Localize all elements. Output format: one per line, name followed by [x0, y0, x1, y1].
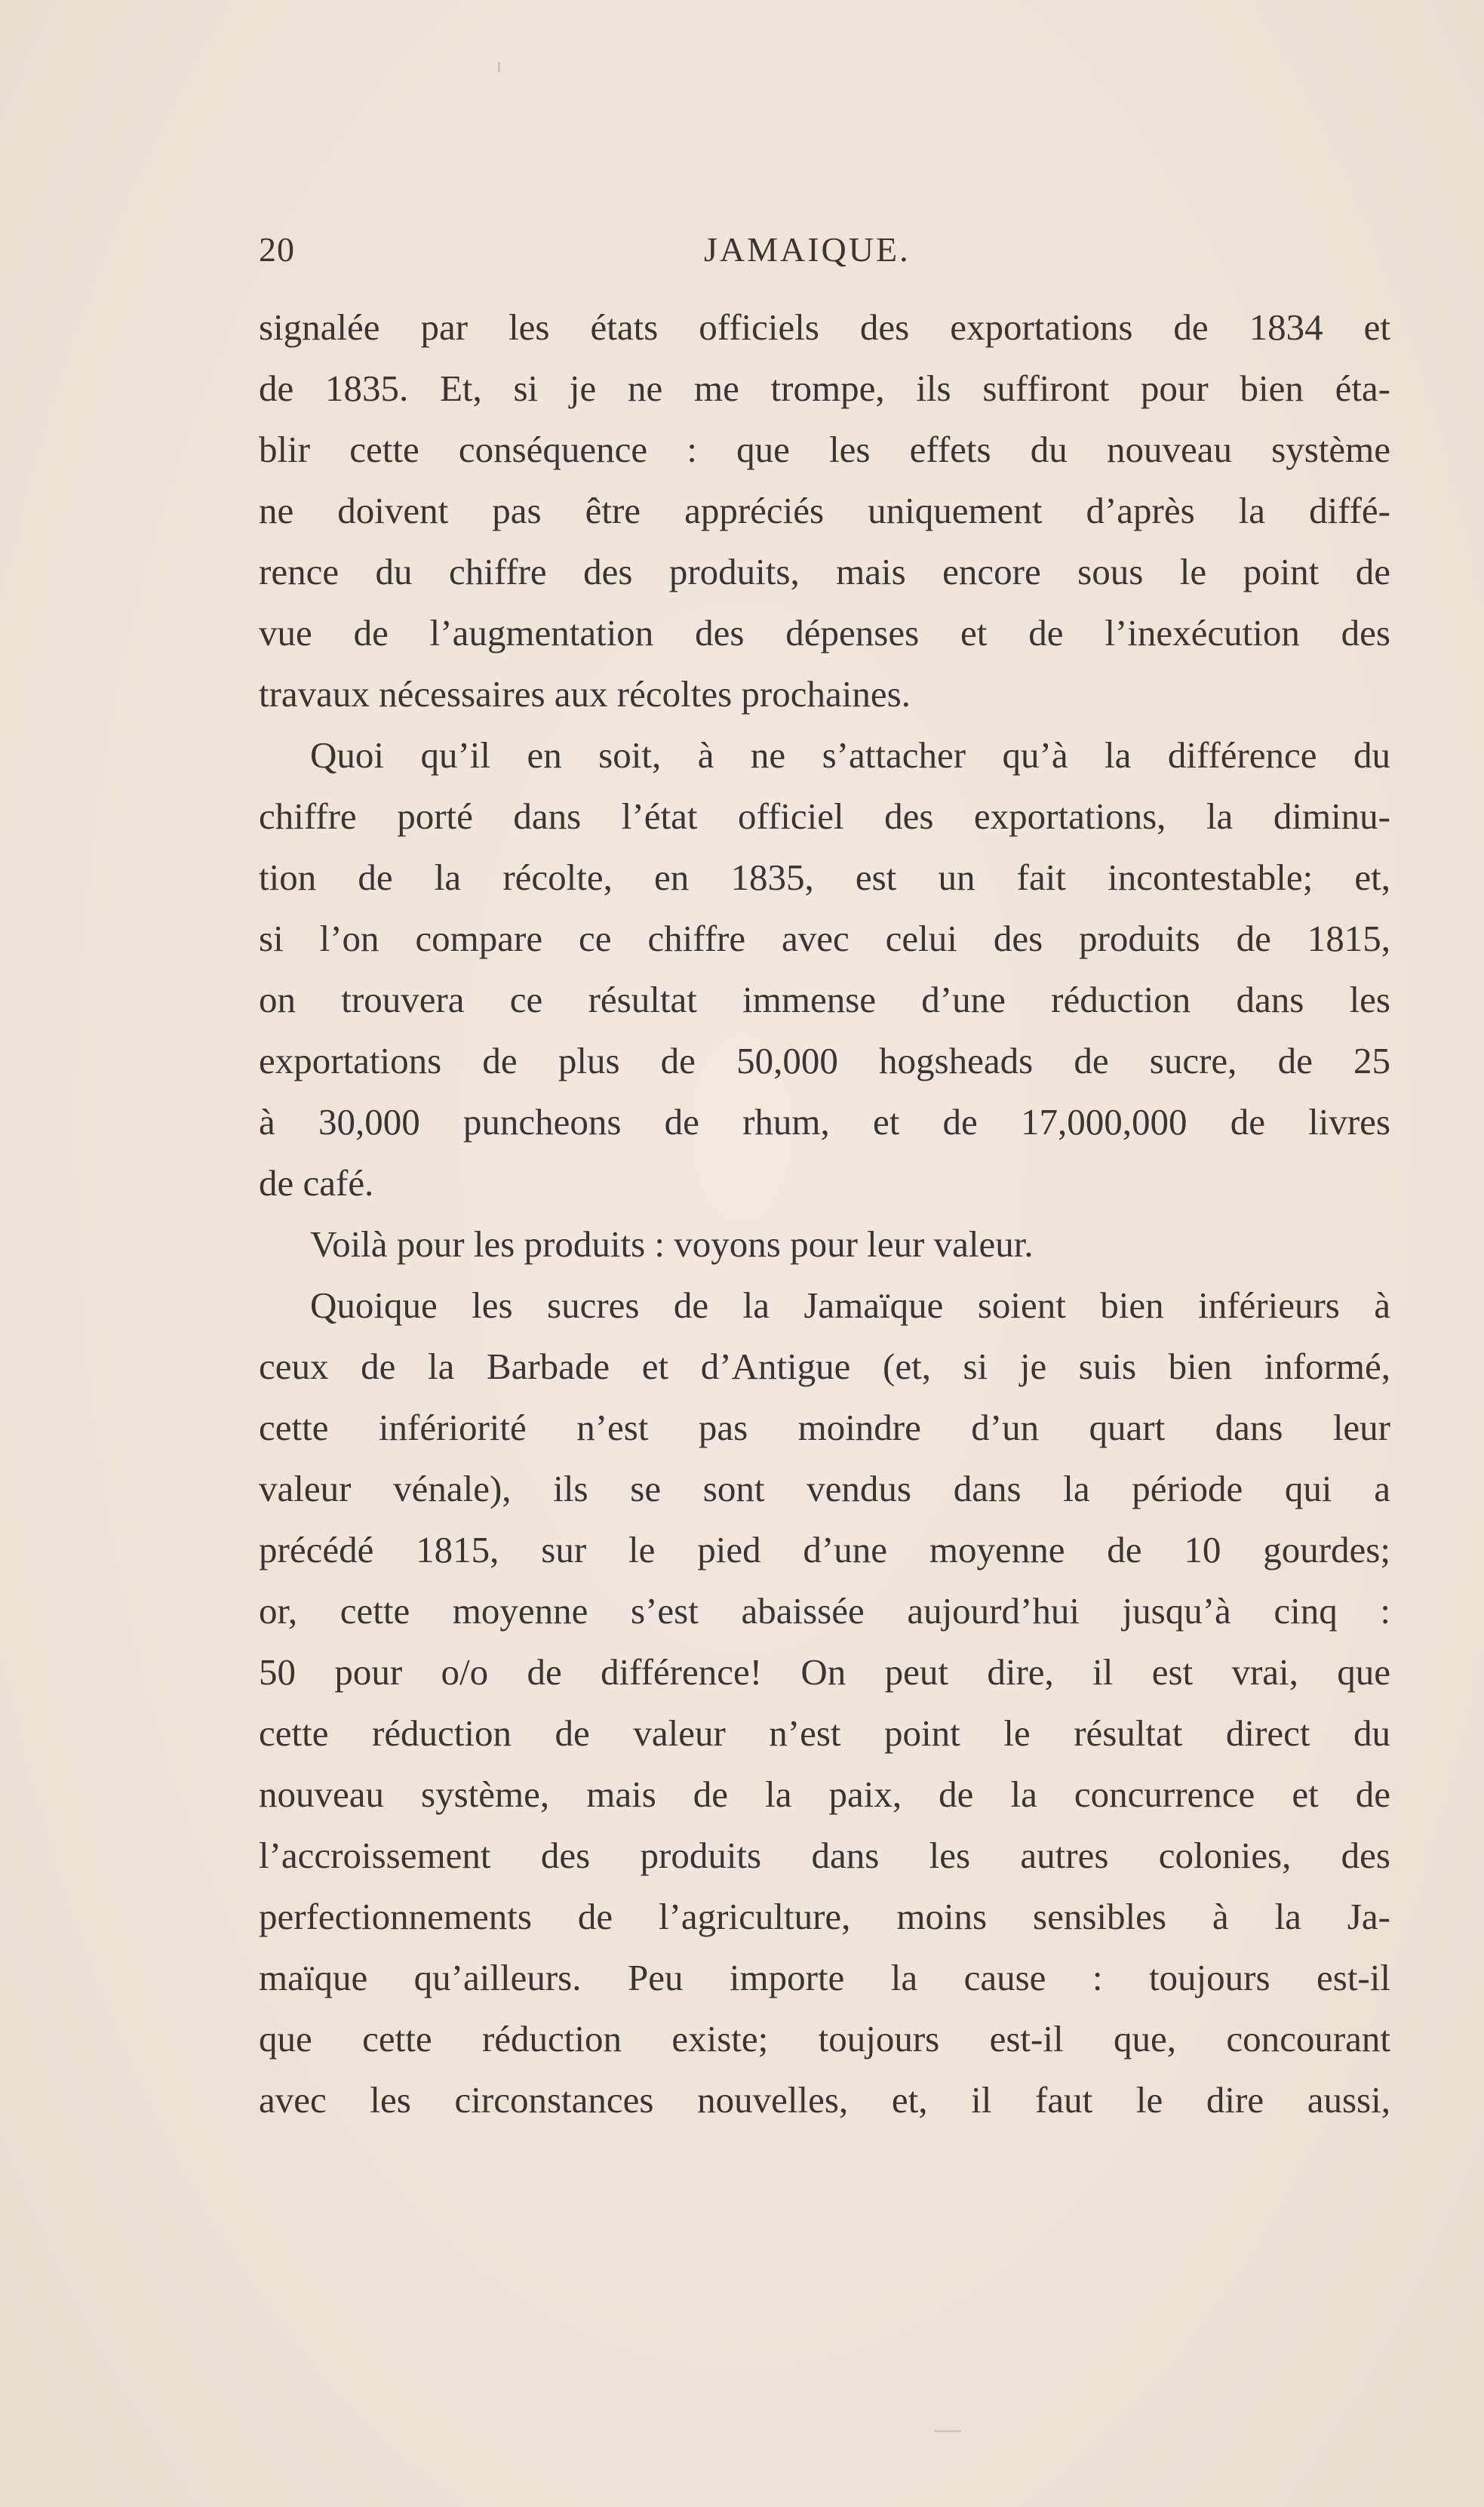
running-title: JAMAIQUE. — [704, 230, 911, 269]
text-line: si l’on compare ce chiffre avec celui des produits de 1815, — [259, 918, 1390, 959]
text-line: blir cette conséquence : que les effets du nouveau système — [259, 429, 1390, 470]
paragraph-first-line: Quoi qu’il en soit, à ne s’attacher qu’à la différence du — [310, 734, 1390, 776]
paper-speck — [498, 62, 500, 72]
text-line: vue de l’augmentation des dépenses et de l’inexécution des — [259, 612, 1390, 654]
text-line: chiffre porté dans l’état officiel des exportations, la diminu- — [259, 795, 1390, 837]
text-line: cette réduction de valeur n’est point le résultat direct du — [259, 1712, 1390, 1754]
text-line: de café. — [259, 1162, 374, 1204]
text-line: perfectionnements de l’agriculture, moins sensibles à la Ja- — [259, 1896, 1390, 1937]
text-line: on trouvera ce résultat immense d’une réduction dans les — [259, 979, 1390, 1020]
text-line: l’accroissement des produits dans les autres colonies, des — [259, 1835, 1390, 1876]
text-line: maïque qu’ailleurs. Peu importe la cause : toujours est-il — [259, 1957, 1390, 1998]
paragraph-first-line: Voilà pour les produits : voyons pour leur valeur. — [310, 1223, 1034, 1265]
text-line: rence du chiffre des produits, mais encore sous le point de — [259, 551, 1390, 592]
text-line: tion de la récolte, en 1835, est un fait incontestable; et, — [259, 857, 1390, 898]
paper-mark — [934, 2430, 961, 2432]
paragraph-first-line: Quoique les sucres de la Jamaïque soient bien inférieurs à — [310, 1284, 1390, 1326]
text-line: exportations de plus de 50,000 hogsheads de sucre, de 25 — [259, 1040, 1390, 1081]
page-header — [259, 229, 1390, 282]
text-line: 50 pour o/o de différence! On peut dire, il est vrai, que — [259, 1651, 1390, 1693]
body-text — [259, 297, 1390, 2130]
text-line: cette infériorité n’est pas moindre d’un quart dans leur — [259, 1407, 1390, 1448]
text-line: nouveau système, mais de la paix, de la concurrence et de — [259, 1773, 1390, 1815]
page-number: 20 — [259, 230, 295, 269]
text-line: ceux de la Barbade et d’Antigue (et, si je suis bien informé, — [259, 1346, 1390, 1387]
text-line: travaux nécessaires aux récoltes prochaines. — [259, 673, 911, 715]
text-line: que cette réduction existe; toujours est-il que, concourant — [259, 2018, 1390, 2059]
text-line: avec les circonstances nouvelles, et, il faut le dire aussi, — [259, 2079, 1390, 2121]
text-line: signalée par les états officiels des exportations de 1834 et — [259, 306, 1390, 348]
text-line: à 30,000 puncheons de rhum, et de 17,000,000 de livres — [259, 1101, 1390, 1143]
text-line: or, cette moyenne s’est abaissée aujourd’hui jusqu’à cinq : — [259, 1590, 1390, 1632]
text-line: précédé 1815, sur le pied d’une moyenne de 10 gourdes; — [259, 1529, 1390, 1570]
text-line: ne doivent pas être appréciés uniquement d’après la diffé- — [259, 490, 1390, 531]
text-line: valeur vénale), ils se sont vendus dans la période qui a — [259, 1468, 1390, 1509]
text-line: de 1835. Et, si je ne me trompe, ils suffiront pour bien éta- — [259, 368, 1390, 409]
